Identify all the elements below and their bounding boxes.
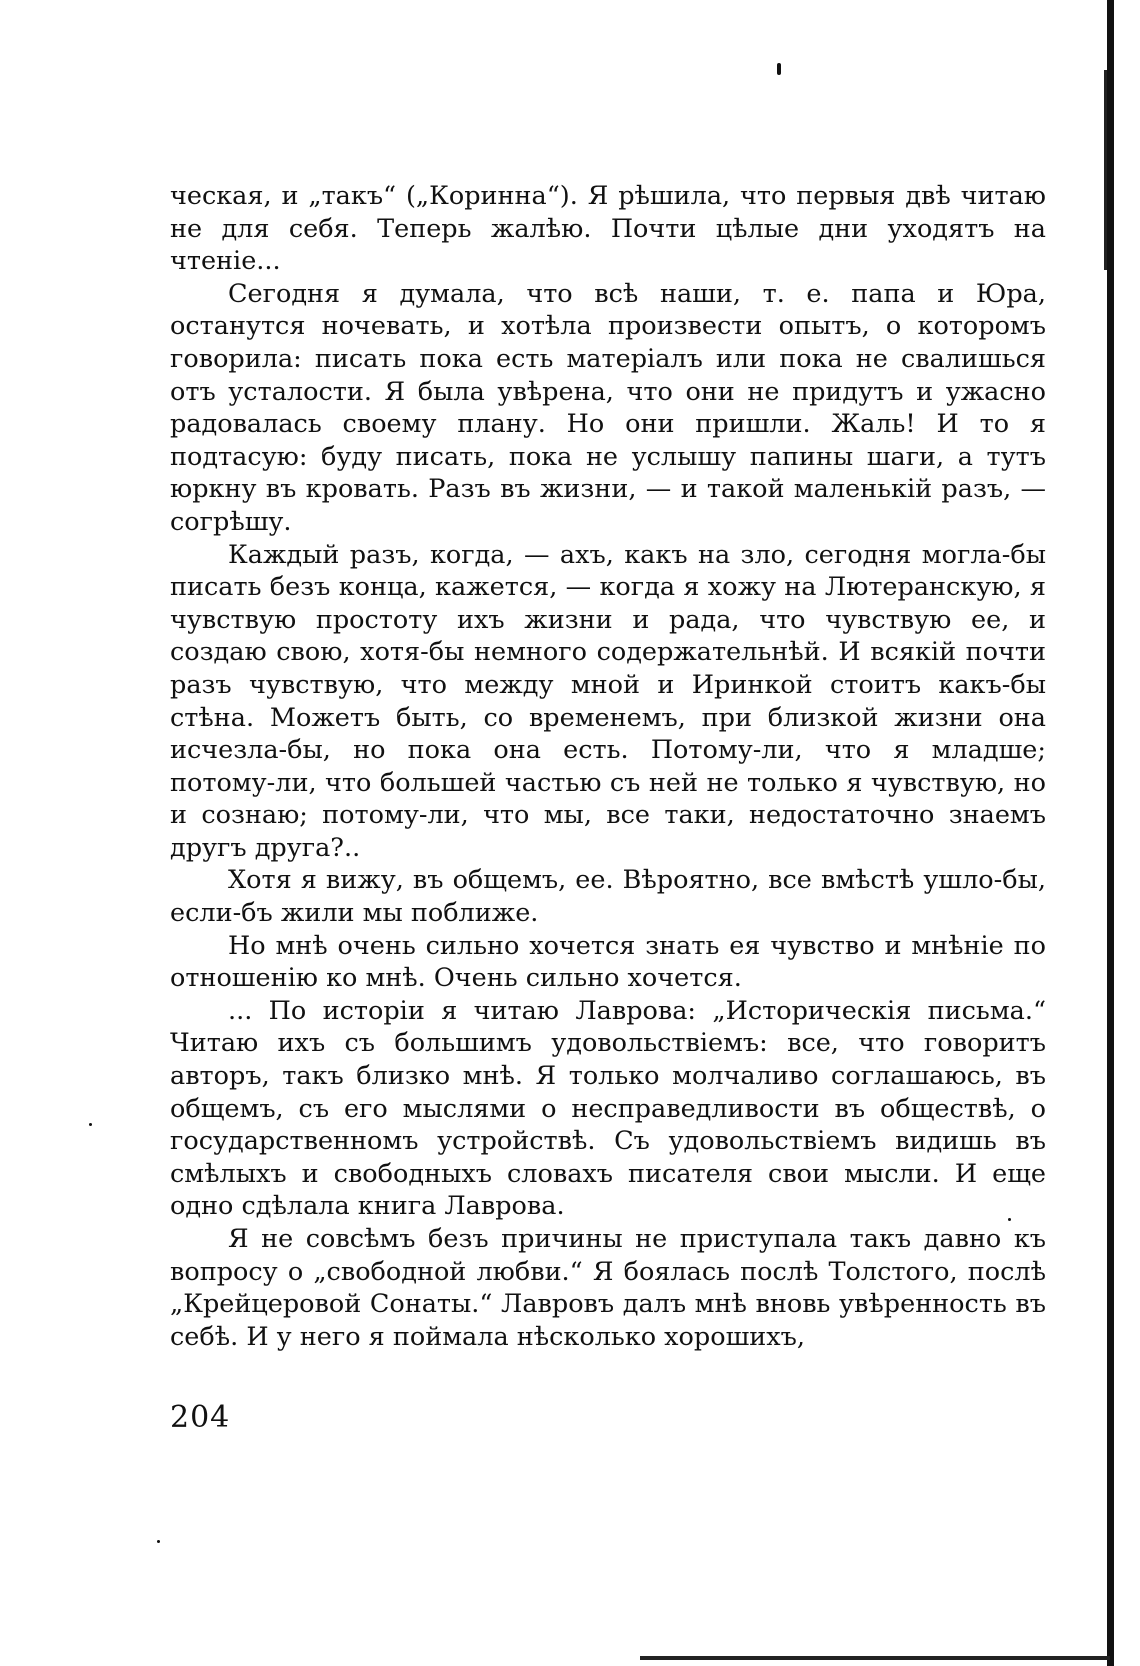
page-edge-shadow <box>1107 0 1114 1666</box>
print-speck <box>157 1540 160 1543</box>
print-speck <box>89 1123 92 1126</box>
paragraph: Я не совсѣмъ безъ причины не приступала такъ давно къ вопросу о „свободной любви.“ Я боялась послѣ Толстого, послѣ „Крейцеровой Сонаты.“ Лавровъ далъ мнѣ вновь увѣренность въ себѣ. И у него я поймала нѣсколько хорошихъ, <box>170 1224 1046 1352</box>
paragraph: Сегодня я думала, что всѣ наши, т. е. папа и Юра, останутся ночевать, и хотѣла произвести опытъ, о которомъ говорила: писать пока есть матеріалъ или пока не свалишься отъ усталости. Я была увѣрена, что они не придутъ и ужасно радовалась своему плану. Но они пришли. Жаль! И то я подтасую: буду писать, пока не услышу папины шаги, а тутъ юркну въ кровать. Разъ въ жизни, — и такой маленькій разъ, — согрѣшу. <box>170 278 1046 537</box>
body-text <box>170 180 1046 1353</box>
paragraph: ... По исторіи я читаю Лаврова: „Историческія письма.“ Читаю ихъ съ большимъ удовольствіемъ: все, что говоритъ авторъ, такъ близко мнѣ. Я только молчаливо соглашаюсь, въ общемъ, съ его мыслями о несправедливости въ обществѣ, о государственномъ устройствѣ. Съ удовольствіемъ видишь въ смѣлыхъ и свободныхъ словахъ писателя свои мысли. И еще одно сдѣлала книга Лаврова. <box>170 995 1046 1222</box>
page-number: 204 <box>170 1400 231 1435</box>
paragraph: ческая, и „такъ“ („Коринна“). Я рѣшила, что первыя двѣ читаю не для себя. Теперь жалѣю. Почти цѣлые дни уходятъ на чтеніе... <box>170 181 1046 277</box>
paragraph: Каждый разъ, когда, — ахъ, какъ на зло, сегодня могла-бы писать безъ конца, кажется, — когда я хожу на Лютеранскую, я чувствую простоту ихъ жизни и рада, что чувствую ее, и создаю свою, хотя-бы немного содержательнѣй. И всякій почти разъ чувствую, что между мной и Иринкой стоитъ какъ-бы стѣна. Можетъ быть, со временемъ, при близкой жизни она исчезла-бы, но пока она есть. Потому-ли, что я младше; потому-ли, что большей частью съ ней не только я чувствую, но и сознаю; потому-ли, что мы, все таки, недостаточно знаемъ другъ друга?.. <box>170 539 1046 863</box>
page-bottom-edge <box>640 1656 1110 1660</box>
paragraph: Хотя я вижу, въ общемъ, ее. Вѣроятно, все вмѣстѣ ушло-бы, если-бъ жили мы поближе. <box>170 865 1046 929</box>
page-edge-mark <box>1104 70 1107 140</box>
print-speck <box>777 63 781 75</box>
paragraph: Но мнѣ очень сильно хочется знать ея чувство и мнѣніе по отношенію ко мнѣ. Очень сильно хочется. <box>170 930 1046 994</box>
page-edge-mark <box>1104 140 1107 270</box>
